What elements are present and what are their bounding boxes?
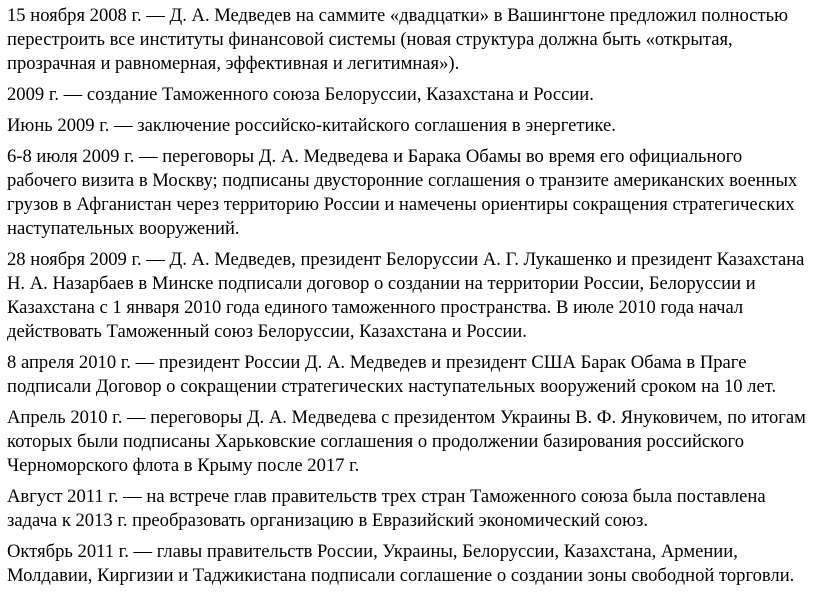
paragraph-2010-04-prague-treaty: 8 апреля 2010 г. — президент России Д. А. Медведев и президент США Барак Обама в Праге подписали Договор о сокращении стратегических наступательных вооружений сроком на 10 лет. bbox=[7, 352, 777, 397]
paragraph-2010-04-kharkiv-accords: Апрель 2010 г. — переговоры Д. А. Медведева с президентом Украины В. Ф. Януковичем, по итогам которых были подписаны Харьковские соглашения о продолжении базирования российского Черноморского флота в Крыму после 2017 г. bbox=[7, 407, 806, 476]
paragraph-2008-11-g20-summit: 15 ноября 2008 г. — Д. А. Медведев на саммите «двадцатки» в Вашингтоне предложил полностью перестроить все институты финансовой системы (новая структура должна быть «открытая, прозрачная и равномерная, эффективная и легитимная»). bbox=[7, 5, 788, 74]
paragraph-2009-customs-union: 2009 г. — создание Таможенного союза Белоруссии, Казахстана и России. bbox=[7, 84, 594, 105]
paragraph-2009-07-obama-visit: 6-8 июля 2009 г. — переговоры Д. А. Медведева и Барака Обамы во время его официального рабочего визита в Москву; подписаны двусторонние соглашения о транзите американских военных грузов в Афганистан через территорию России и намечены ориентиры сокращения стратегических наступательных вооружений. bbox=[7, 146, 798, 239]
paragraph-2011-10-free-trade-zone: Октябрь 2011 г. — главы правительств России, Украины, Белоруссии, Казахстана, Армении, Молдавии, Киргизии и Таджикистана подписали соглашение о создании зоны свободной торговли. bbox=[7, 541, 795, 586]
paragraph-2009-06-china-energy: Июнь 2009 г. — заключение российско-китайского соглашения в энергетике. bbox=[7, 115, 616, 136]
paragraph-2011-08-eurasian-union: Август 2011 г. — на встрече глав правительств трех стран Таможенного союза была поставлена задача к 2013 г. преобразовать организацию в Евразийский экономический союз. bbox=[7, 486, 766, 531]
paragraph-2009-11-minsk-treaty: 28 ноября 2009 г. — Д. А. Медведев, президент Белоруссии А. Г. Лукашенко и президент Казахстана Н. А. Назарбаев в Минске подписали договор о создании на территории России, Белоруссии и Казахстана с 1 января 2010 года единого таможенного пространства. В июле 2010 года начал действовать Таможенный союз Белоруссии, Казахстана и России. bbox=[7, 249, 805, 342]
